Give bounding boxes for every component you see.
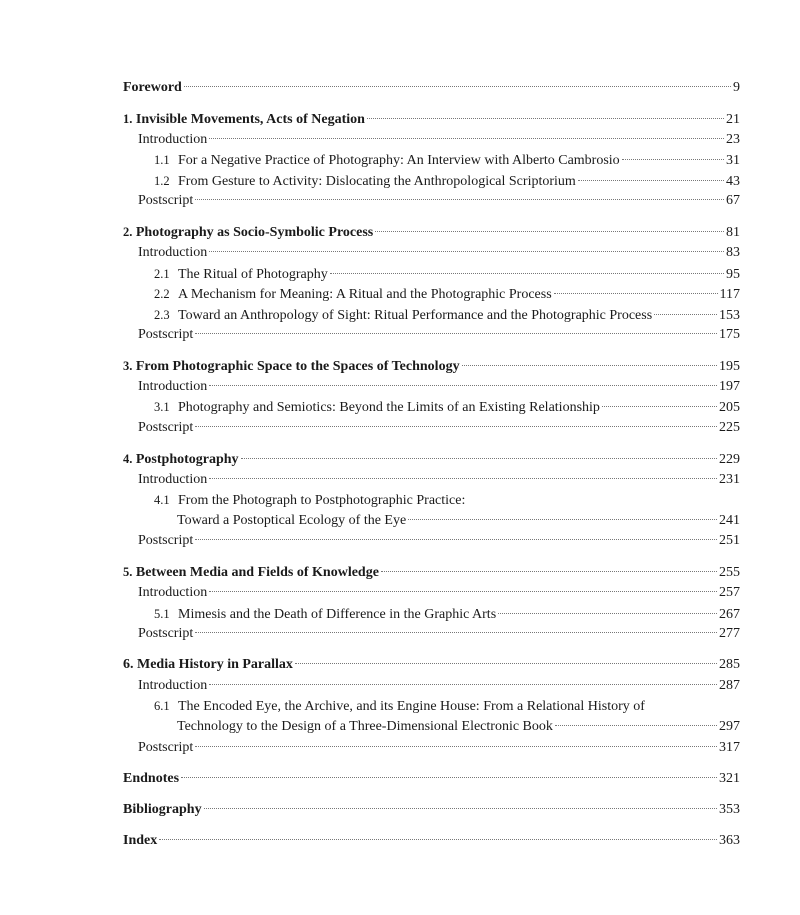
toc-entry-bibliography[interactable]: Bibliography 353 xyxy=(123,801,740,817)
dot-leader xyxy=(654,314,717,315)
dot-leader xyxy=(555,725,717,726)
dot-leader xyxy=(209,684,717,685)
dot-leader xyxy=(367,118,724,119)
dot-leader xyxy=(195,426,717,427)
dot-leader xyxy=(204,808,717,809)
toc-chapter-4[interactable]: 4. Postphotography 229 xyxy=(123,449,740,470)
toc-entry-introduction[interactable]: Introduction 257 xyxy=(138,585,740,601)
toc-entry-postscript[interactable]: Postscript 175 xyxy=(138,327,740,343)
dot-leader xyxy=(330,273,724,274)
toc-section-3-1[interactable]: 3.1 Photography and Semiotics: Beyond the Limits of an Existing Relationship 205 xyxy=(154,400,740,416)
table-of-contents xyxy=(123,78,740,851)
toc-section-4-1-line1[interactable]: 4.1 From the Photograph to Postphotographic Practice: xyxy=(154,493,466,509)
toc-section-6-1-line1[interactable]: 6.1 The Encoded Eye, the Archive, and its Engine House: From a Relational History of xyxy=(154,699,645,715)
dot-leader xyxy=(195,539,717,540)
dot-leader xyxy=(578,180,724,181)
dot-leader xyxy=(375,231,724,232)
dot-leader xyxy=(195,199,724,200)
dot-leader xyxy=(462,365,717,366)
toc-entry-postscript[interactable]: Postscript 317 xyxy=(138,739,740,755)
toc-entry-introduction[interactable]: Introduction 23 xyxy=(138,131,740,147)
dot-leader xyxy=(159,839,717,840)
dot-leader xyxy=(209,591,717,592)
toc-entry-postscript[interactable]: Postscript 277 xyxy=(138,626,740,642)
toc-section-5-1[interactable]: 5.1 Mimesis and the Death of Difference in the Graphic Arts 267 xyxy=(154,606,740,622)
toc-entry-postscript[interactable]: Postscript 251 xyxy=(138,533,740,549)
entry-page: 9 xyxy=(733,80,740,95)
toc-section-4-1-line2[interactable]: Toward a Postoptical Ecology of the Eye 241 xyxy=(177,512,740,528)
dot-leader xyxy=(195,746,717,747)
entry-page: 21 xyxy=(726,111,740,127)
toc-chapter-3[interactable]: 3. From Photographic Space to the Spaces of Technology 195 xyxy=(123,356,740,377)
toc-section-1-2[interactable]: 1.2 From Gesture to Activity: Dislocating the Anthropological Scriptorium 43 xyxy=(154,173,740,189)
chapter-title: 6. Media History in Parallax xyxy=(123,657,293,673)
dot-leader xyxy=(241,458,717,459)
toc-entry-introduction[interactable]: Introduction 231 xyxy=(138,471,740,487)
toc-section-2-1[interactable]: 2.1 The Ritual of Photography 95 xyxy=(154,266,740,282)
entry-title: Foreword xyxy=(123,80,182,95)
toc-section-6-1-line2[interactable]: Technology to the Design of a Three-Dimensional Electronic Book 297 xyxy=(177,718,740,734)
dot-leader xyxy=(498,613,717,614)
chapter-title: 4. Postphotography xyxy=(123,452,239,468)
chapter-title: 2. Photography as Socio-Symbolic Process xyxy=(123,225,374,241)
dot-leader xyxy=(181,777,717,778)
dot-leader xyxy=(554,293,718,294)
dot-leader xyxy=(209,385,717,386)
toc-section-2-3[interactable]: 2.3 Toward an Anthropology of Sight: Ritual Performance and the Photographic Process 153 xyxy=(154,307,740,323)
chapter-title: 5. Between Media and Fields of Knowledge xyxy=(123,565,379,581)
dot-leader xyxy=(209,478,717,479)
chapter-title: 3. From Photographic Space to the Spaces of Technology xyxy=(123,359,460,375)
dot-leader xyxy=(622,159,724,160)
dot-leader xyxy=(408,519,717,520)
toc-entry-introduction[interactable]: Introduction 197 xyxy=(138,378,740,394)
toc-entry-index[interactable]: Index 363 xyxy=(123,832,740,848)
dot-leader xyxy=(184,86,731,87)
dot-leader xyxy=(195,333,717,334)
toc-chapter-1[interactable] xyxy=(123,109,740,130)
toc-entry-introduction[interactable]: Introduction 83 xyxy=(138,244,740,260)
toc-entry-foreword[interactable] xyxy=(123,78,740,99)
dot-leader xyxy=(209,138,724,139)
toc-chapter-2[interactable]: 2. Photography as Socio-Symbolic Process 81 xyxy=(123,222,740,243)
dot-leader xyxy=(381,571,717,572)
toc-chapter-6[interactable]: 6. Media History in Parallax 285 xyxy=(123,655,740,676)
dot-leader xyxy=(295,663,717,664)
toc-section-2-2[interactable]: 2.2 A Mechanism for Meaning: A Ritual and the Photographic Process 117 xyxy=(154,287,740,303)
toc-chapter-5[interactable]: 5. Between Media and Fields of Knowledge 255 xyxy=(123,562,740,583)
toc-entry-postscript[interactable]: Postscript 67 xyxy=(138,193,740,209)
toc-section-1-1[interactable]: 1.1 For a Negative Practice of Photography: An Interview with Alberto Cambrosio 31 xyxy=(154,153,740,169)
toc-entry-postscript[interactable]: Postscript 225 xyxy=(138,420,740,436)
dot-leader xyxy=(195,632,717,633)
chapter-title: 1. Invisible Movements, Acts of Negation xyxy=(123,111,365,127)
toc-entry-endnotes[interactable]: Endnotes 321 xyxy=(123,770,740,786)
dot-leader xyxy=(209,251,724,252)
dot-leader xyxy=(602,406,717,407)
toc-entry-introduction[interactable]: Introduction 287 xyxy=(138,677,740,693)
